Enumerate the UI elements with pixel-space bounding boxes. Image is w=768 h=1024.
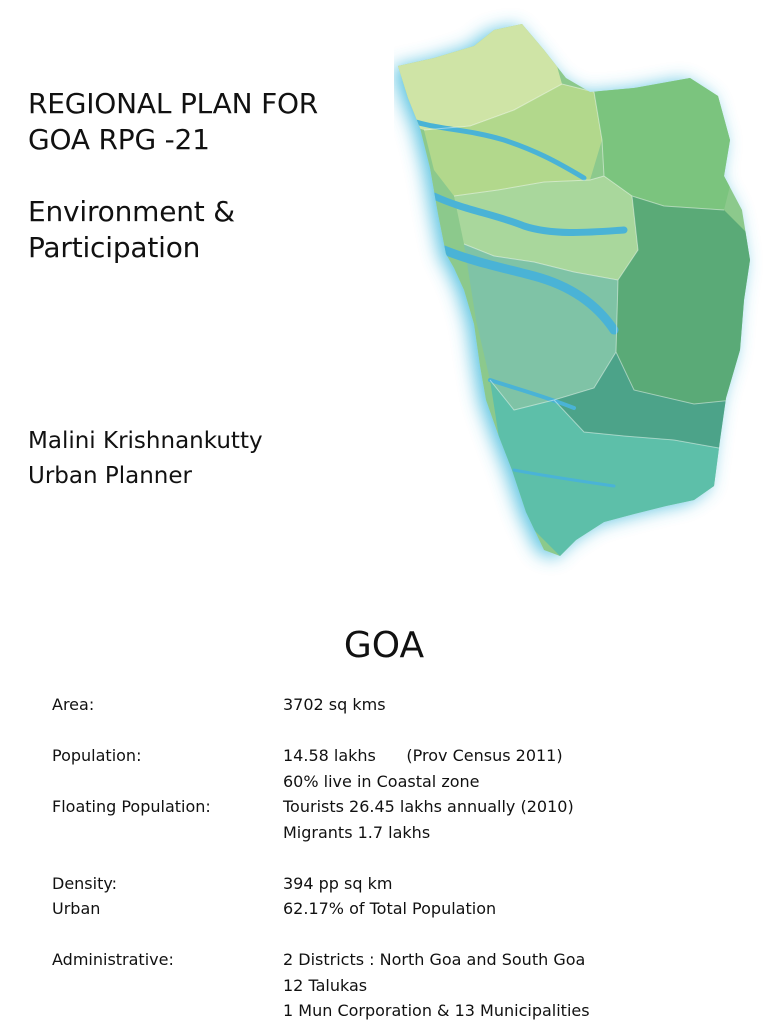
stats-label [52, 973, 283, 999]
title-line-1: REGIONAL PLAN FOR [28, 87, 319, 120]
stats-row [52, 743, 752, 769]
author-role: Urban Planner [28, 463, 192, 489]
stats-value: Migrants 1.7 lakhs [283, 822, 431, 842]
stats-row [52, 820, 752, 846]
stats-row [52, 896, 752, 922]
stats-spacer [52, 718, 752, 744]
stats-row [52, 973, 752, 999]
stats-row [52, 794, 752, 820]
stats-value: 394 pp sq km [283, 873, 393, 893]
stats-spacer [52, 845, 752, 871]
stats-value: 3702 sq kms [283, 695, 386, 714]
stats-value: 12 Talukas [283, 975, 368, 995]
subtitle-line-2: Participation [28, 231, 201, 264]
slide-title: GOA [343, 625, 425, 666]
stats-row [52, 871, 752, 897]
stats-row [52, 998, 752, 1024]
stats-label [52, 769, 283, 795]
stats-row [52, 769, 752, 795]
goa-stats-slide [0, 596, 768, 1024]
stats-label [52, 998, 283, 1024]
stats-label: Density: [52, 873, 118, 893]
stats-value: Tourists 26.45 lakhs annually (2010) [283, 797, 574, 816]
stats-label: Floating Population: [52, 797, 211, 816]
stats-label: Urban [52, 899, 101, 918]
author-name: Malini Krishnankutty [28, 428, 263, 454]
stats-label [52, 820, 283, 846]
stats-value: 60% live in Coastal zone [283, 771, 480, 791]
stats-row [52, 692, 752, 718]
region-east [616, 196, 754, 404]
stats-label: Area: [52, 695, 95, 714]
title-line-2: GOA RPG -21 [28, 123, 210, 156]
stats-value: 14.58 lakhs (Prov Census 2011) [283, 746, 563, 765]
stats-spacer [52, 922, 752, 948]
goa-map [394, 0, 768, 576]
stats-value: 1 Mun Corporation & 13 Municipalities [283, 1001, 590, 1020]
stats-row [52, 947, 752, 973]
stats-value: 62.17% of Total Population [283, 899, 497, 918]
stats-table [52, 692, 752, 1024]
subtitle-line-1: Environment & [28, 195, 235, 228]
stats-label: Administrative: [52, 950, 174, 969]
stats-value: 2 Districts : North Goa and South Goa [283, 950, 586, 969]
goa-map-svg [394, 0, 768, 576]
author-block [28, 424, 388, 494]
stats-label: Population: [52, 746, 142, 765]
title-block [28, 86, 388, 266]
